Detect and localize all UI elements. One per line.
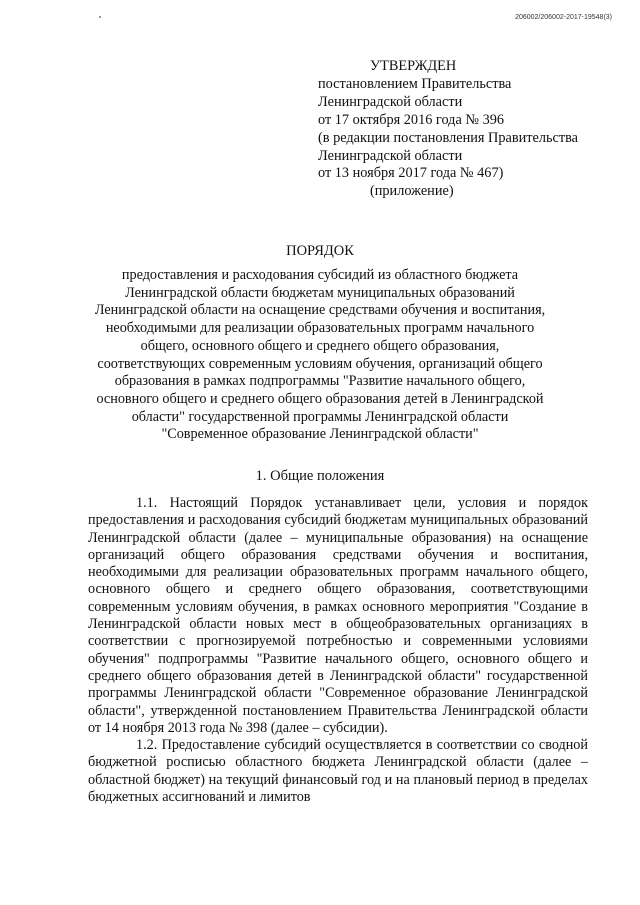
section-body (88, 495, 588, 806)
approval-title: УТВЕРЖДЕН (370, 58, 457, 74)
order-subtitle: предоставления и расходования субсидий из областного бюджета Ленинградской области бюджетам муниципальных образований Ленинградской области на оснащение средствами обучения и воспитания, необходимыми для реализации образовательных программ начального общего, основного общего и среднего общего образования, соответствующих современным условиям обучения, организаций общего образования в рамках подпрограммы "Развитие начального общего, основного общего и среднего общего образования детей в Ленинградской области" государственной программы Ленинградской области "Современное образование Ленинградской области" (94, 267, 546, 443)
scan-dot (99, 16, 101, 18)
section-title: 1. Общие положения (255, 468, 385, 484)
paragraph: 1.1. Настоящий Порядок устанавливает цели, условия и порядок предоставления и расходования субсидий бюджетам муниципальных образований Ленинградской области (далее – муниципальные образования) на оснащение организаций общего образования средствами обучения и воспитания, необходимыми для реализации образовательных программ начального общего, основного общего и среднего общего образования, соответствующими современным условиям обучения, в рамках основного мероприятия "Создание в Ленинградской области новых мест в общеобразовательных организациях в соответствии с прогнозируемой потребностью и современными условиями обучения" подпрограммы "Развитие начального общего, основного общего и среднего общего образования детей в Ленинградской области" государственной программы Ленинградской области "Современное образование Ленинградской области", утвержденной постановлением Правительства Ленинградской области от 14 ноября 2013 года № 398 (далее – субсидии). (88, 495, 588, 736)
order-title: ПОРЯДОК (286, 243, 354, 259)
approval-line: постановлением Правительства (318, 76, 512, 92)
approval-line: Ленинградской области (318, 94, 463, 110)
approval-appendix: (приложение) (370, 183, 454, 199)
approval-line: от 17 октября 2016 года № 396 (318, 112, 505, 128)
paragraph: 1.2. Предоставление субсидий осуществляется в соответствии со сводной бюджетной росписью областного бюджета Ленинградской области (далее – областной бюджет) на текущий финансовый год и на плановый период в пределах бюджетных ассигнований и лимитов (88, 737, 588, 806)
document-id: 206002/206002-2017-19548(3) (515, 14, 612, 21)
approval-line: (в редакции постановления Правительства (318, 130, 579, 146)
approval-line: от 13 ноября 2017 года № 467) (318, 165, 504, 181)
approval-line: Ленинградской области (318, 148, 463, 164)
